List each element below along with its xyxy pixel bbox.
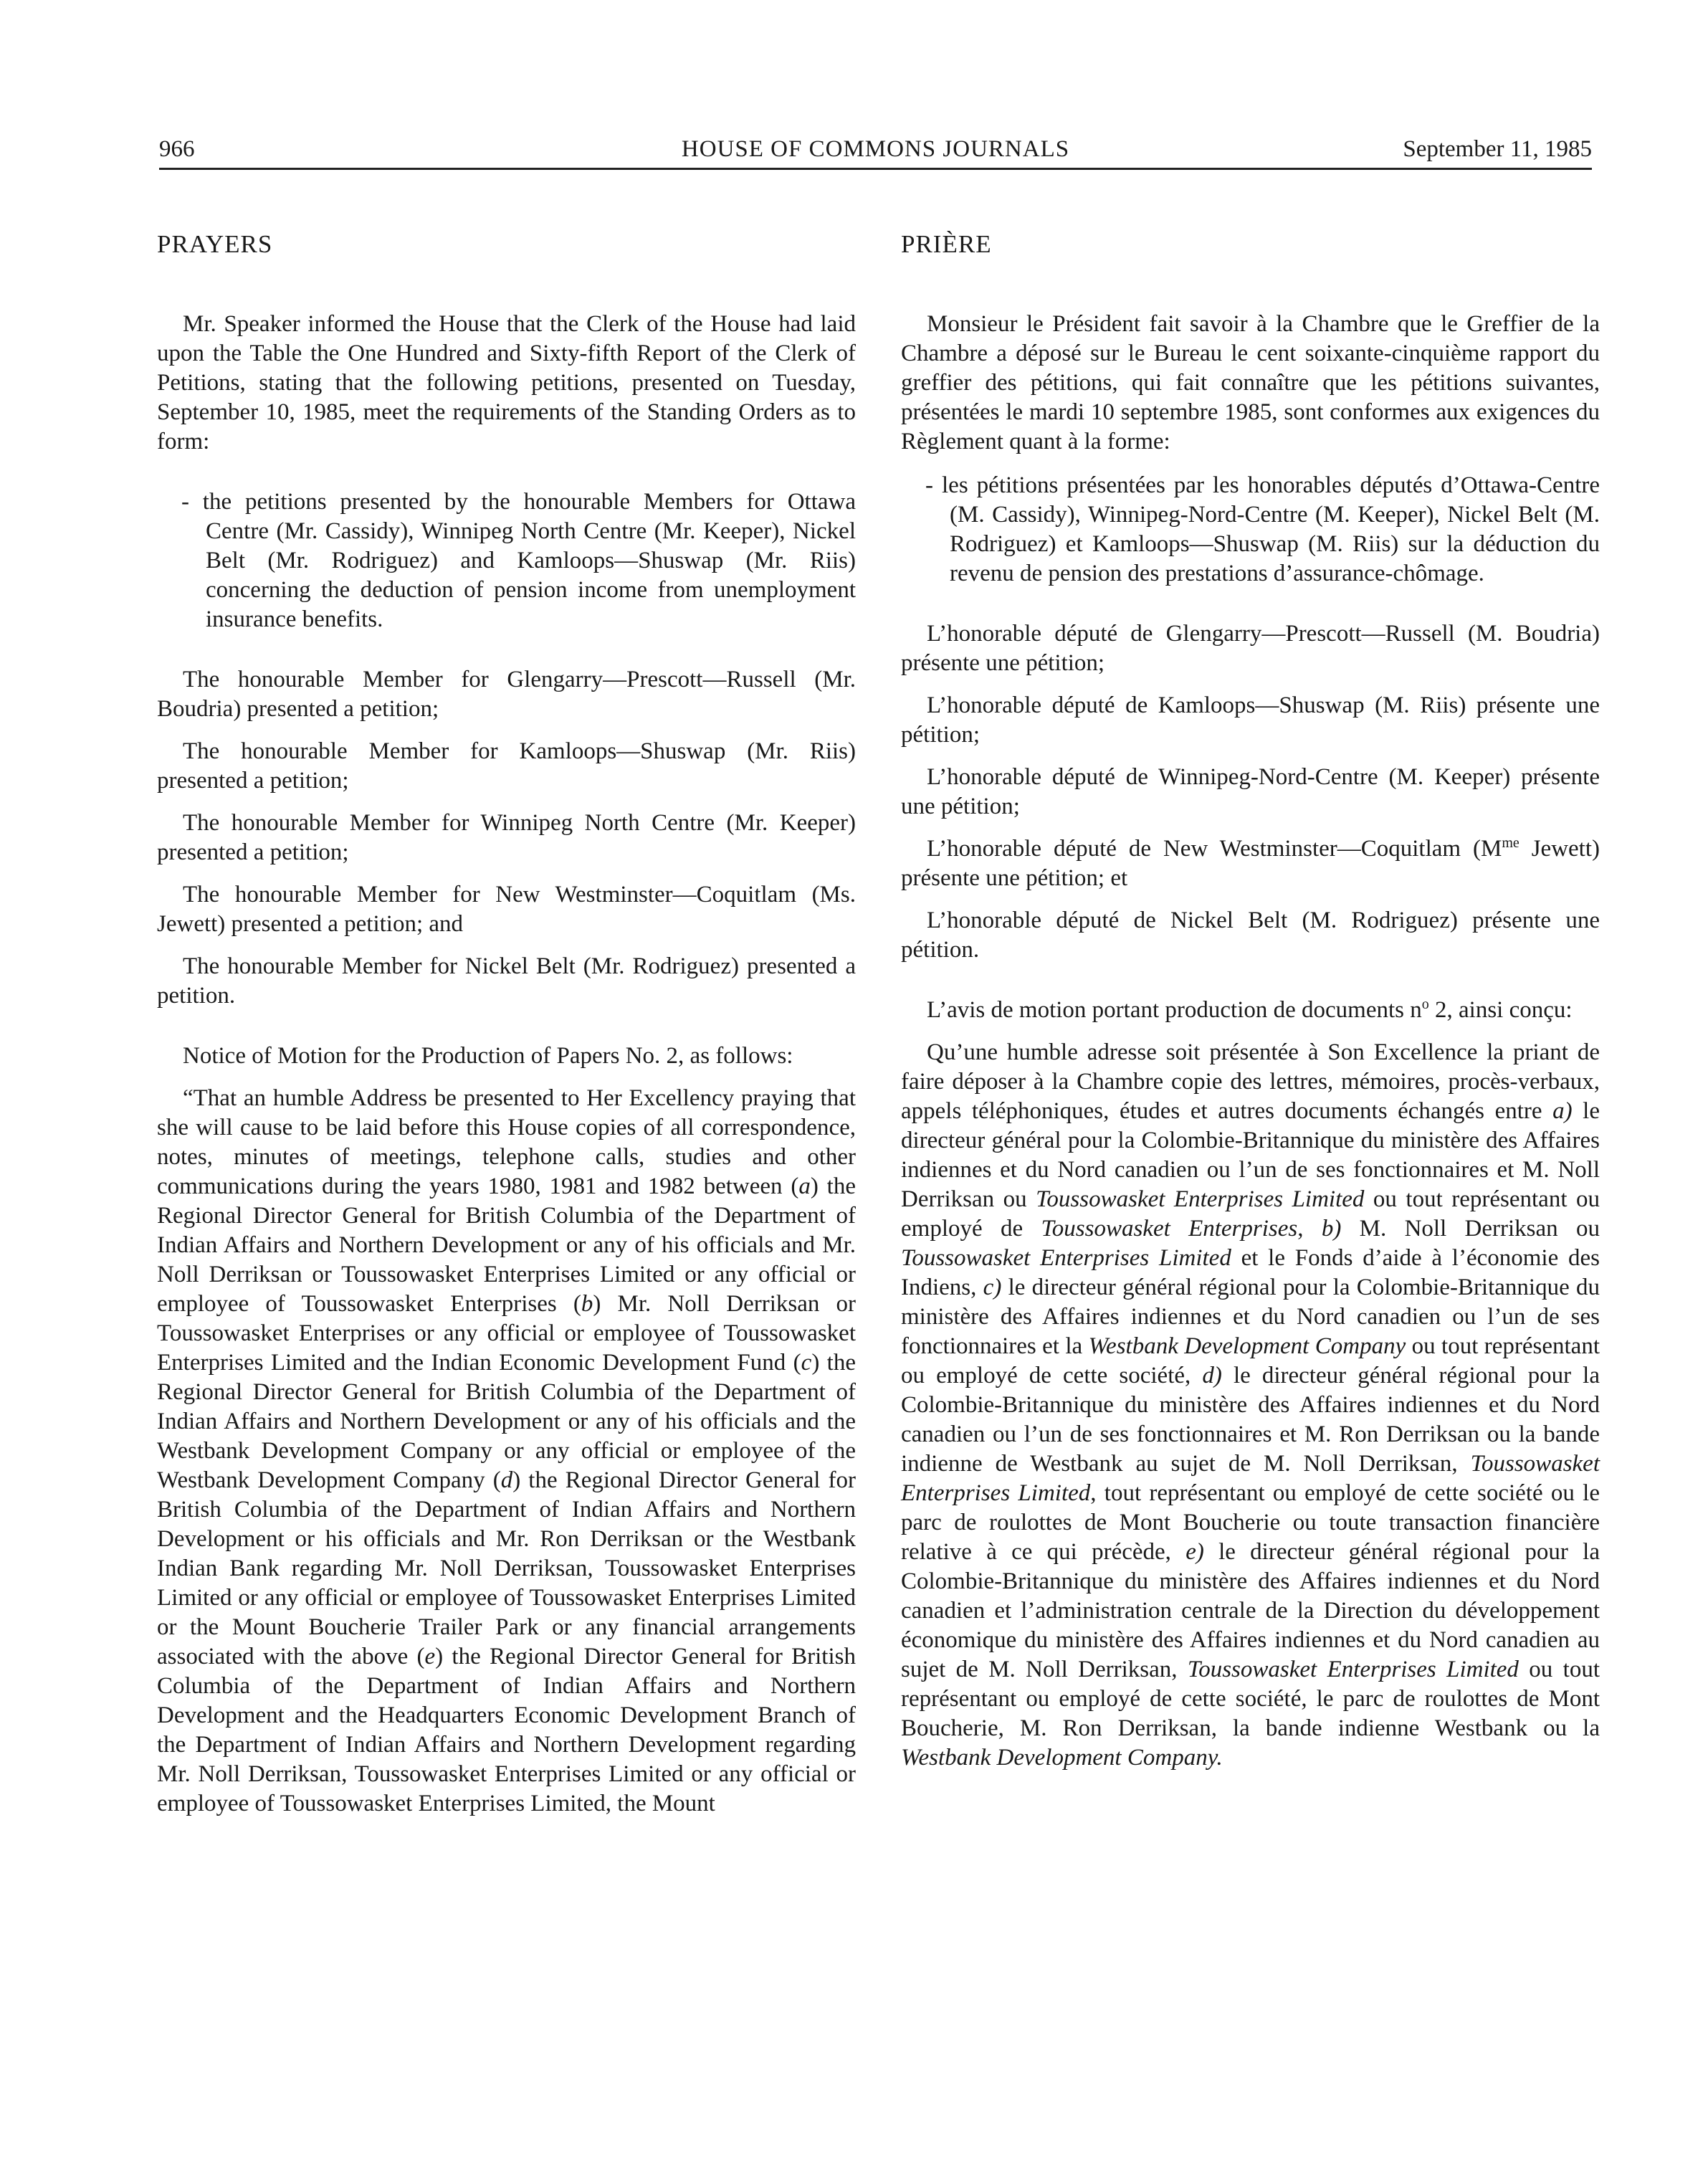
page-number: 966: [159, 136, 195, 162]
motion-paragraph: Qu’une humble adresse soit présentée à Son Excellence la priant de faire déposer à la Chambre copie des lettres, mémoires, procès-verbaux, appels téléphoniques, études et autres documents échangés entre a) le directeur général pour la Colombie-Britannique du ministère des Affaires indiennes et du Nord canadien ou l’un de ses fonctionnaires et M. Noll Derriksan ou Toussowasket Enterprises Limited ou tout représentant ou employé de Toussowasket Enterprises, b) M. Noll Derriksan ou Toussowasket Enterprises Limited et le Fonds d’aide à l’économie des Indiens, c) le directeur général régional pour la Colombie-Britannique du ministère des Affaires indiennes et du Nord canadien ou l’un de ses fonctionnaires et la Westbank Development Company ou tout représentant ou employé de cette société, d) le directeur général régional pour la Colombie-Britannique du ministère des Affaires indiennes et du Nord canadien ou l’un de ses fonctionnaires et M. Ron Derriksan ou la bande indienne de Westbank au sujet de M. Noll Derriksan, Toussowasket Enterprises Limited, tout représentant ou employé de cette société ou le parc de roulottes de Mont Boucherie ou toute transaction financière relative à ce qui précède, e) le directeur général régional pour la Colombie-Britannique du ministère des Affaires indiennes et du Nord canadien et l’administration centrale de la Direction du développement économique du ministère des Affaires indiennes et du Nord canadien au sujet de M. Noll Derriksan, Toussowasket Enterprises Limited ou tout représentant ou employé de cette société, le parc de roulottes de Mont Boucherie, M. Ron Derriksan, la bande indienne Westbank ou la Westbank Development Company.: [901, 1039, 1600, 1771]
journal-title: HOUSE OF COMMONS JOURNALS: [681, 136, 1070, 162]
notice-paragraph: L’avis de motion portant production de documents $n^o$ 2, ainsi conçu:: [927, 996, 1573, 1023]
petition-paragraph: The honourable Member for New Westminster—Coquitlam (Ms. Jewett) presented a petition; and: [157, 882, 856, 937]
petition-paragraph: L’honorable député de Nickel Belt (M. Rodriguez) présente une pétition.: [901, 908, 1600, 963]
notice-paragraph: Notice of Motion for the Production of Papers No. 2, as follows:: [183, 1043, 793, 1069]
intro-paragraph: Monsieur le Président fait savoir à la Chambre que le Greffier de la Chambre a déposé sur le Bureau le cent soixante-cinquième rapport du greffier des pétitions, qui fait connaître que les pétitions suivantes, présentées le mardi 10 septembre 1985, sont conformes aux exigences du Règlement quant à la forme:: [901, 311, 1600, 454]
motion-paragraph: “That an humble Address be presented to Her Excellency praying that she will cause to be laid before this House copies of all correspondence, notes, minutes of meetings, telephone calls, studies and other communications during the years 1980, 1981 and 1982 between (a) the Regional Director General for British Columbia of the Department of Indian Affairs and Northern Development or any of his officials and Mr. Noll Derriksan or Toussowasket Enterprises Limited or any official or employee of Toussowasket Enterprises (b) Mr. Noll Derriksan or Toussowasket Enterprises or any official or employee of Toussowasket Enterprises Limited and the Indian Economic Development Fund (c) the Regional Director General for British Columbia of the Department of Indian Affairs and Northern Development or any of his officials and the Westbank Development Company or any official or employee of the Westbank Development Company (d) the Regional Director General for British Columbia of the Department of Indian Affairs and Northern Development or his officials and Mr. Ron Derriksan or the Westbank Indian Bank regarding Mr. Noll Derriksan, Toussowasket Enterprises Limited or any official or employee of Toussowasket Enterprises Limited or the Mount Boucherie Trailer Park or any financial arrangements associated with the above (e) the Regional Director General for British Columbia of the Department of Indian Affairs and Northern Development and the Headquarters Economic Development Branch of the Department of Indian Affairs and Northern Development regarding Mr. Noll Derriksan, Toussowasket Enterprises Limited or any official or employee of Toussowasket Enterprises Limited, the Mount: [157, 1085, 856, 1816]
petition-paragraph: L’honorable député de Kamloops—Shuswap (M. Riis) présente une pétition;: [901, 692, 1600, 748]
section-heading: PRIÈRE: [901, 230, 992, 258]
french-column: [901, 229, 1600, 1773]
english-column: [157, 229, 856, 1819]
section-heading: PRAYERS: [157, 230, 273, 258]
intro-paragraph: Mr. Speaker informed the House that the Clerk of the House had laid upon the Table the One Hundred and Sixty-fifth Report of the Clerk of Petitions, stating that the following petitions, presented on Tuesday, September 10, 1985, meet the requirements of the Standing Orders as to form:: [157, 311, 856, 454]
page-date: September 11, 1985: [1403, 136, 1592, 162]
page-header: [159, 135, 1592, 170]
petition-paragraph: L’honorable député de Winnipeg-Nord-Centre (M. Keeper) présente une pétition;: [901, 764, 1600, 819]
petition-paragraph: The honourable Member for Winnipeg North Centre (Mr. Keeper) presented a petition;: [157, 810, 856, 865]
petition-paragraph: The honourable Member for Kamloops—Shuswap (Mr. Riis) presented a petition;: [157, 738, 856, 794]
petition-bullet: - les pétitions présentées par les honorables députés d’Ottawa-Centre (M. Cassidy), Winnipeg-Nord-Centre (M. Keeper), Nickel Belt (M. Rodriguez) et Kamloops—Shuswap (M. Riis) sur la déduction du revenu de pension des prestations d’assurance-chômage.: [925, 472, 1600, 586]
petition-bullet: - the petitions presented by the honourable Members for Ottawa Centre (Mr. Cassidy), Winnipeg North Centre (Mr. Keeper), Nickel Belt (Mr. Rodriguez) and Kamloops—Shuswap (Mr. Riis) concerning the deduction of pension income from unemployment insurance benefits.: [181, 489, 856, 632]
petition-paragraph: L’honorable député de New Westminster—Coquitlam ($M^{me}$ Jewett) présente une pétition; et: [901, 835, 1600, 891]
petition-paragraph: The honourable Member for Glengarry—Prescott—Russell (Mr. Boudria) presented a petition;: [157, 667, 856, 722]
petition-paragraph: L’honorable député de Glengarry—Prescott—Russell (M. Boudria) présente une pétition;: [901, 621, 1600, 676]
petition-paragraph: The honourable Member for Nickel Belt (Mr. Rodriguez) presented a petition.: [157, 953, 856, 1009]
